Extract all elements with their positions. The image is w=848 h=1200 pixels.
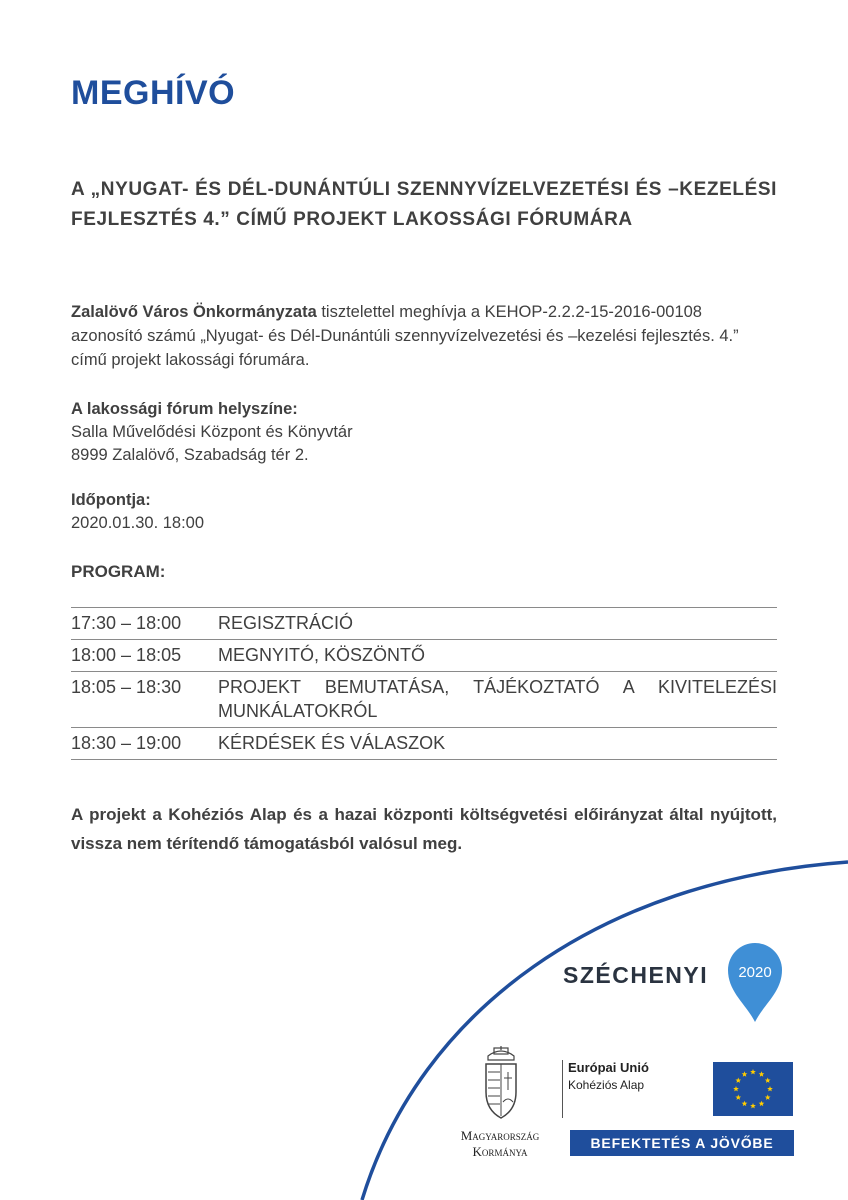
invitation-subtitle: A „NYUGAT- ÉS DÉL-DUNÁNTÚLI SZENNYVÍZELVEZETÉSI ÉS –KEZELÉSI FEJLESZTÉS 4.” CÍMŰ PROJEKT LAKOSSÁGI FÓRUMÁRA <box>71 179 777 230</box>
funding-statement: A projekt a Kohéziós Alap és a hazai központi költségvetési előirányzat által nyújtott, vissza nem térítendő támogatásból valósul meg. <box>71 805 777 853</box>
logo-divider <box>562 1060 563 1118</box>
program-time: 18:30 – 19:00 <box>71 728 218 760</box>
venue-line-2: 8999 Zalalövő, Szabadság tér 2. <box>71 446 309 464</box>
eu-fund-name: Kohéziós Alap <box>568 1078 645 1092</box>
szechenyi-year: 2020 <box>738 964 772 981</box>
szechenyi-wordmark: SZÉCHENYI <box>563 962 709 988</box>
eu-flag-icon <box>713 1062 793 1116</box>
eu-text-block <box>568 1060 688 1092</box>
government-line-1: Magyarország <box>460 1128 540 1143</box>
program-item: PROJEKT BEMUTATÁSA, TÁJÉKOZTATÓ A KIVITELEZÉSI MUNKÁLATOKRÓL <box>218 672 777 728</box>
intro-text: tisztelettel meghívja a KEHOP-2.2.2-15-2016-00108 azonosító számú „Nyugat- és Dél-Dunántúli szennyvízelvezetési és –kezelési fejlesztés. 4.” című projekt lakossági fórumára. <box>71 303 739 369</box>
program-label: PROGRAM: <box>71 562 166 581</box>
program-item: REGISZTRÁCIÓ <box>218 608 777 640</box>
page-title: MEGHÍVÓ <box>71 74 236 112</box>
government-logo-text <box>440 1128 560 1160</box>
date-label: Időpontja: <box>71 491 151 509</box>
program-item: MEGNYITÓ, KÖSZÖNTŐ <box>218 640 777 672</box>
eu-name: Európai Unió <box>568 1060 649 1075</box>
date-value: 2020.01.30. 18:00 <box>71 514 205 532</box>
venue-line-1: Salla Művelődési Központ és Könyvtár <box>71 423 353 441</box>
program-time: 18:00 – 18:05 <box>71 640 218 672</box>
program-time: 17:30 – 18:00 <box>71 608 218 640</box>
hungarian-coat-of-arms-icon <box>476 1046 526 1120</box>
government-line-2: Kormánya <box>472 1144 528 1159</box>
szechenyi-pin-icon <box>726 940 784 1024</box>
venue-label: A lakossági fórum helyszíne: <box>71 400 298 418</box>
organizer-name: Zalalövő Város Önkormányzata <box>71 303 317 321</box>
slogan-banner: BEFEKTETÉS A JÖVŐBE <box>570 1130 794 1156</box>
program-item: KÉRDÉSEK ÉS VÁLASZOK <box>218 728 777 760</box>
program-time: 18:05 – 18:30 <box>71 672 218 728</box>
